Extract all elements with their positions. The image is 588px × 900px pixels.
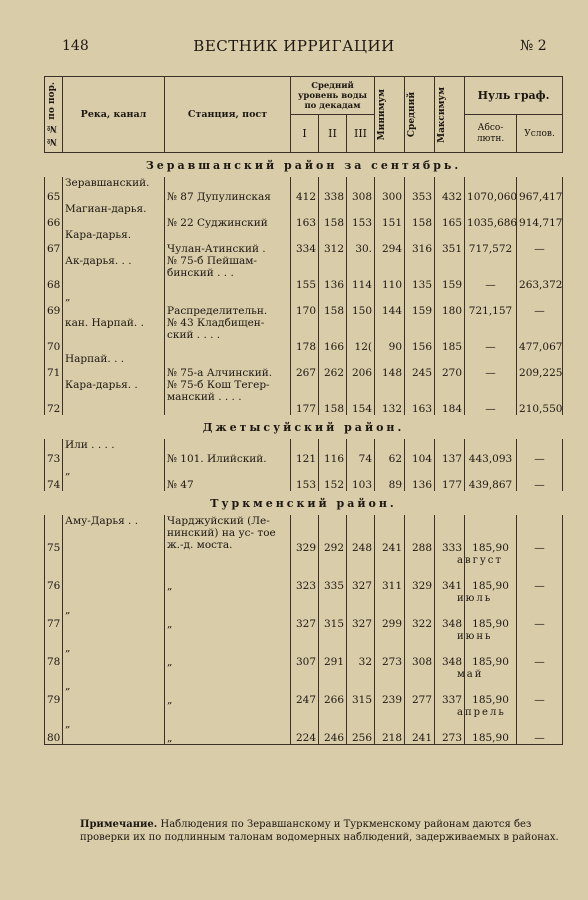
table-cell: — <box>517 566 563 592</box>
table-cell: 224 <box>291 718 319 745</box>
col-mid: Средний <box>405 77 435 153</box>
col-cond: Услов. <box>517 115 563 153</box>
table-cell: 150 <box>347 291 375 317</box>
table-cell: 291 <box>319 642 347 668</box>
table-cell: — <box>517 680 563 706</box>
table-cell: 132 <box>375 379 405 415</box>
table-cell: — <box>465 353 517 379</box>
col-avg-level: Средний уровень воды по декадам <box>291 77 375 115</box>
table-cell: 439,867 <box>465 465 517 491</box>
table-row <box>45 642 563 668</box>
table-cell: 273 <box>435 718 465 745</box>
table-cell: 159 <box>405 291 435 317</box>
month-label: июнь <box>457 631 493 642</box>
table-cell: 30. <box>347 229 375 255</box>
table-cell: 315 <box>319 604 347 630</box>
table-cell: „ <box>63 465 165 491</box>
month-row <box>45 668 563 680</box>
table-cell: 206 <box>347 353 375 379</box>
col-dec1: I <box>291 115 319 153</box>
table-cell: 308 <box>405 642 435 668</box>
table-cell: 74 <box>347 439 375 465</box>
table-cell: 292 <box>319 515 347 554</box>
table-cell: 165 <box>435 203 465 229</box>
table-cell: 267 <box>291 353 319 379</box>
table-cell <box>165 317 291 353</box>
station-name: № 75-б Пейшам- бинский . . . <box>167 255 257 279</box>
table-cell: 218 <box>375 718 405 745</box>
table-row <box>45 291 563 317</box>
water-level-table <box>44 76 563 745</box>
table-cell: 70 <box>45 317 63 353</box>
table-cell: 308 <box>347 177 375 203</box>
table-cell: 156 <box>405 317 435 353</box>
table-cell: 322 <box>405 604 435 630</box>
table-cell: 412 <box>291 177 319 203</box>
table-cell <box>165 718 291 745</box>
table-cell: 137 <box>435 439 465 465</box>
table-cell: Нарпай. . . <box>63 353 165 379</box>
table-cell: 136 <box>319 255 347 291</box>
table-cell: 185,90 <box>465 642 517 668</box>
table-cell: — <box>517 291 563 317</box>
table-cell: 144 <box>375 291 405 317</box>
table-cell: 256 <box>347 718 375 745</box>
table-cell: 351 <box>435 229 465 255</box>
table-cell: 241 <box>375 515 405 554</box>
table-cell: 210,550 <box>517 379 563 415</box>
station-name: „ <box>167 618 173 630</box>
col-dec3: III <box>347 115 375 153</box>
table-cell: 155 <box>291 255 319 291</box>
table-cell: — <box>517 515 563 554</box>
table-cell: 166 <box>319 317 347 353</box>
table-cell: — <box>517 465 563 491</box>
table-cell: 121 <box>291 439 319 465</box>
table-row <box>45 177 563 203</box>
table-cell: Аму-Дарья . . <box>63 515 165 554</box>
table-cell: 327 <box>347 566 375 592</box>
table-cell: 68 <box>45 255 63 291</box>
month-label: май <box>457 669 484 680</box>
table-cell: 247 <box>291 680 319 706</box>
table-cell: 477,067 <box>517 317 563 353</box>
table-cell: 163 <box>291 203 319 229</box>
table-cell: 79 <box>45 680 63 706</box>
table-cell: 184 <box>435 379 465 415</box>
col-no: № № по пор. <box>45 77 63 153</box>
station-name: № 75-а Алчинский. <box>167 367 273 379</box>
journal-title: ВЕСТНИК ИРРИГАЦИИ <box>193 37 395 55</box>
table-cell: 158 <box>319 291 347 317</box>
table-cell: 135 <box>405 255 435 291</box>
table-cell: 209,225 <box>517 353 563 379</box>
table-cell: 334 <box>291 229 319 255</box>
table-cell: 154 <box>347 379 375 415</box>
col-zero: Нуль граф. <box>465 77 563 115</box>
table-row <box>45 566 563 592</box>
table-cell: 288 <box>405 515 435 554</box>
table-cell: 178 <box>291 317 319 353</box>
table-body <box>45 153 563 745</box>
table-cell: — <box>465 255 517 291</box>
table-cell: 299 <box>375 604 405 630</box>
table-cell: 159 <box>435 255 465 291</box>
table-cell <box>165 604 291 630</box>
table-cell: 294 <box>375 229 405 255</box>
table-cell: 185,90 <box>465 566 517 592</box>
table-cell: 185,90 <box>465 515 517 554</box>
table-cell <box>63 566 165 592</box>
table-cell: 316 <box>405 229 435 255</box>
table-cell: 62 <box>375 439 405 465</box>
footnote <box>80 818 560 844</box>
table-cell: Кара-дарья. . <box>63 379 165 415</box>
table-row <box>45 317 563 353</box>
month-label: июль <box>457 593 493 604</box>
col-river: Река, канал <box>63 77 165 153</box>
table-cell: 65 <box>45 177 63 203</box>
table-cell <box>165 465 291 491</box>
table-cell: 914,717 <box>517 203 563 229</box>
table-cell: 158 <box>405 203 435 229</box>
station-name: „ <box>167 656 173 668</box>
table-cell: 311 <box>375 566 405 592</box>
footnote-text: Наблюдения по Зеравшанскому и Туркменскому районам даются без проверки их по подлинным талонам водомерных наблюдений, задерживаемых в районах. <box>80 819 559 843</box>
table-cell: — <box>517 229 563 255</box>
table-cell: 67 <box>45 229 63 255</box>
table-cell: 329 <box>405 566 435 592</box>
issue-number: № 2 <box>520 38 547 54</box>
section-turkmen: Туркменский район. <box>210 496 397 510</box>
station-name: Чулан-Атинский . <box>167 243 266 255</box>
table-cell: 136 <box>405 465 435 491</box>
table-cell: 329 <box>291 515 319 554</box>
table-cell: 32 <box>347 642 375 668</box>
table-row <box>45 379 563 415</box>
month-label: апрель <box>457 707 506 718</box>
table-row <box>45 439 563 465</box>
table-cell: 73 <box>45 439 63 465</box>
table-cell: 312 <box>319 229 347 255</box>
table-cell: Зеравшанский. <box>63 177 165 203</box>
table-cell: 103 <box>347 465 375 491</box>
table-cell: 335 <box>319 566 347 592</box>
station-name: „ <box>167 732 173 744</box>
table-cell: 76 <box>45 566 63 592</box>
month-row <box>45 592 563 604</box>
station-name: № 43 Кладбищен- ский . . . . <box>167 317 265 341</box>
table-cell: 266 <box>319 680 347 706</box>
table-cell: 80 <box>45 718 63 745</box>
table-cell: 110 <box>375 255 405 291</box>
table-row <box>45 255 563 291</box>
table-cell: 153 <box>347 203 375 229</box>
col-min: Минимум <box>375 77 405 153</box>
table-cell: 72 <box>45 379 63 415</box>
table-cell: 262 <box>319 353 347 379</box>
table-cell: 248 <box>347 515 375 554</box>
table-cell: 74 <box>45 465 63 491</box>
table-cell: 323 <box>291 566 319 592</box>
table-cell: — <box>465 317 517 353</box>
table-cell: 443,093 <box>465 439 517 465</box>
table-cell: 717,572 <box>465 229 517 255</box>
table-cell: 158 <box>319 203 347 229</box>
table-cell: 263,372 <box>517 255 563 291</box>
table-cell: 69 <box>45 291 63 317</box>
table-row <box>45 465 563 491</box>
table-cell: 721,157 <box>465 291 517 317</box>
footnote-label: Примечание. <box>80 819 158 830</box>
table-cell: 337 <box>435 680 465 706</box>
table-cell <box>165 229 291 255</box>
table-cell: 71 <box>45 353 63 379</box>
table-cell: „ <box>63 291 165 317</box>
table-cell: — <box>517 604 563 630</box>
station-name: Распределительн. <box>167 305 268 317</box>
table-cell: 163 <box>405 379 435 415</box>
table-cell <box>165 515 291 554</box>
table-cell: 273 <box>375 642 405 668</box>
table-cell: 277 <box>405 680 435 706</box>
table-cell <box>165 291 291 317</box>
month-row <box>45 706 563 718</box>
table-cell: „ <box>63 604 165 630</box>
table-cell: 185 <box>435 317 465 353</box>
table-cell <box>165 353 291 379</box>
table-cell: 116 <box>319 439 347 465</box>
station-name: № 101. Илийский. <box>167 453 267 465</box>
table-cell: — <box>517 642 563 668</box>
table-row <box>45 353 563 379</box>
table-cell: 148 <box>375 353 405 379</box>
table-cell: 75 <box>45 515 63 554</box>
table-cell: 152 <box>319 465 347 491</box>
section-dzhetysu: Джетысуйский район. <box>202 420 405 434</box>
month-row <box>45 554 563 566</box>
table-row <box>45 604 563 630</box>
station-name: „ <box>167 694 173 706</box>
table-cell: 348 <box>435 642 465 668</box>
table-cell: — <box>517 718 563 745</box>
table-cell: 327 <box>291 604 319 630</box>
table-cell: 170 <box>291 291 319 317</box>
station-name: № 47 <box>167 479 194 491</box>
table-cell: 185,90 <box>465 680 517 706</box>
table-cell: Магиан-дарья. <box>63 203 165 229</box>
table-cell: — <box>465 379 517 415</box>
table-cell: „ <box>63 680 165 706</box>
table-cell: „ <box>63 718 165 745</box>
table-cell: 177 <box>291 379 319 415</box>
table-cell: 307 <box>291 642 319 668</box>
table-cell: 104 <box>405 439 435 465</box>
station-name: № 87 Дупулинская <box>167 191 271 203</box>
table-cell <box>165 177 291 203</box>
table-cell: 315 <box>347 680 375 706</box>
table-cell: 245 <box>405 353 435 379</box>
table-cell: 270 <box>435 353 465 379</box>
table-cell: 353 <box>405 177 435 203</box>
page-number: 148 <box>62 38 89 54</box>
table-cell: „ <box>63 642 165 668</box>
table-cell: 180 <box>435 291 465 317</box>
table-cell: 1035,686 <box>465 203 517 229</box>
station-name: Чарджуйский (Ле- нинский) на ус- тое ж.-д. моста. <box>167 515 276 551</box>
col-dec2: II <box>319 115 347 153</box>
table-cell <box>165 642 291 668</box>
table-cell: 12( <box>347 317 375 353</box>
table-cell: 66 <box>45 203 63 229</box>
table-cell: 114 <box>347 255 375 291</box>
table-cell: 77 <box>45 604 63 630</box>
table-cell: 177 <box>435 465 465 491</box>
table-cell <box>165 439 291 465</box>
col-max: Максимум <box>435 77 465 153</box>
table-cell: 185,90 <box>465 604 517 630</box>
table-cell <box>165 203 291 229</box>
table-cell: 327 <box>347 604 375 630</box>
table-cell: 185,90 <box>465 718 517 745</box>
month-label: август <box>457 555 503 566</box>
table-cell: 333 <box>435 515 465 554</box>
col-abs: Абсо- лютн. <box>465 115 517 153</box>
table-row <box>45 229 563 255</box>
table-cell <box>165 566 291 592</box>
table-cell: 158 <box>319 379 347 415</box>
table-cell <box>165 379 291 415</box>
table-cell: 78 <box>45 642 63 668</box>
table-cell: кан. Нарпай. . <box>63 317 165 353</box>
table-cell: Или . . . . <box>63 439 165 465</box>
section-zeravshan: Зеравшанский район за сентябрь. <box>145 158 462 172</box>
table-cell: 338 <box>319 177 347 203</box>
table-cell: 246 <box>319 718 347 745</box>
table-cell: 90 <box>375 317 405 353</box>
table-cell <box>165 680 291 706</box>
month-row <box>45 630 563 642</box>
table-cell: 151 <box>375 203 405 229</box>
table-cell: Ак-дарья. . . <box>63 255 165 291</box>
table-cell: 153 <box>291 465 319 491</box>
table-row <box>45 515 563 554</box>
station-name: „ <box>167 580 173 592</box>
table-cell: 1070,060 <box>465 177 517 203</box>
table-cell: Кара-дарья. <box>63 229 165 255</box>
table-cell <box>165 255 291 291</box>
col-station: Станция, пост <box>165 77 291 153</box>
table-row <box>45 203 563 229</box>
table-row <box>45 680 563 706</box>
table-cell: 432 <box>435 177 465 203</box>
table-row <box>45 718 563 745</box>
table-cell: 241 <box>405 718 435 745</box>
station-name: № 75-б Кош Тегер- манский . . . . <box>167 379 270 403</box>
station-name: № 22 Суджинский <box>167 217 268 229</box>
table-cell: 239 <box>375 680 405 706</box>
table-cell: 348 <box>435 604 465 630</box>
table-cell: 967,417 <box>517 177 563 203</box>
page-header <box>0 36 588 58</box>
table-cell: 300 <box>375 177 405 203</box>
table-cell: 341 <box>435 566 465 592</box>
table-cell: — <box>517 439 563 465</box>
table-cell: 89 <box>375 465 405 491</box>
